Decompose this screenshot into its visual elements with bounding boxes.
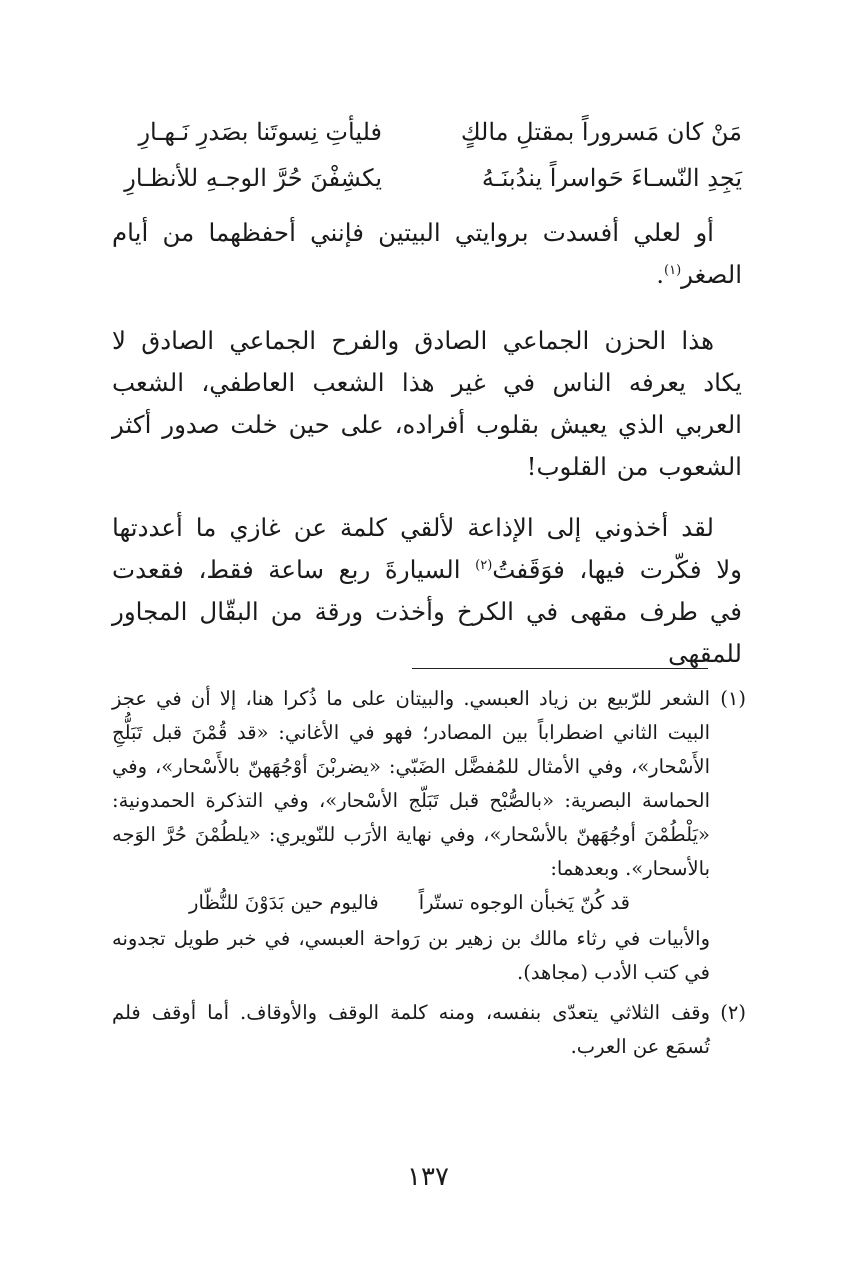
footnote-2-text: وقف الثلاثي يتعدّى بنفسه، ومنه كلمة الوقف والأوقاف. أما أوقف فلم تُسمَع عن العرب. (112, 1001, 710, 1058)
verse-second-hemistich: فليأتِ نِسوتَنا بصَدرِ نَـهـارِ (138, 118, 382, 146)
footnote-1 (112, 682, 746, 990)
verse-first-hemistich: مَنْ كان مَسروراً بمقتلِ مالكٍ (460, 118, 742, 146)
paragraph-2: هذا الحزن الجماعي الصادق والفرح الجماعي الصادق لا يكاد يعرفه الناس في غير هذا الشعب العاطفي، الشعب العربي الذي يعيش بقلوب أفراده، على حين خلت صدور أكثر الشعوب من القلوب! (112, 326, 742, 481)
poem-block (112, 112, 742, 204)
verse-second-hemistich: يكشِفْنَ حُرَّ الوجـهِ للأنظـارِ (124, 164, 382, 192)
paragraph-3 (112, 507, 742, 675)
verse-first-hemistich: يَجِدِ النّسـاءَ حَواسراً يندُبنَـهُ (481, 164, 742, 192)
footnotes (112, 682, 746, 1064)
footnote-verse-first-hemistich: قد كُنّ يَخبأن الوجوه تستّراً (418, 891, 630, 914)
verse-line (112, 158, 742, 204)
footnote-ref-1: (١) (664, 262, 682, 278)
paragraph-3-text-after: السيارةَ ربع ساعة فقط، فقعدت في طرف مقهى في الكرخ وأخذت ورقة من البقّال المجاور للمقهى (112, 555, 743, 668)
verse-line (112, 112, 742, 158)
footnote-1-verse (112, 886, 710, 922)
footnote-1-number: (١) (720, 687, 746, 710)
page-number: ١٣٧ (407, 1162, 449, 1192)
paragraph-1-end: . (656, 260, 664, 289)
footnote-2 (112, 996, 746, 1064)
footnote-verse-second-hemistich: فاليوم حين بَدَوْنَ للنُّظّار (189, 891, 379, 914)
footnote-1-text-after: والأبيات في رثاء مالك بن زهير بن رَواحة العبسي، في خبر طويل تجدونه في كتب الأدب (مجاهد). (112, 927, 710, 984)
paragraph-1-text: أو لعلي أفسدت بروايتي البيتين فإنني أحفظهما من أيام الصغر (112, 218, 742, 289)
footnote-2-number: (٢) (720, 1001, 746, 1024)
footnote-separator (412, 668, 708, 669)
footnote-1-text: الشعر للرّبيع بن زياد العبسي. والبيتان على ما ذُكرا هنا، إلا أن في عجز البيت الثاني اضطراباً بين المصادر؛ فهو في الأغاني: «قد قُمْنَ قبل تَبَلُّجِ الأَسْحار»، وفي الأمثال للمُفضَّل الضَبّي: «يضربْنَ أوْجُهَهنّ بالأَسْحار»، وفي الحماسة البصرية: «بالصُّبْح قبل تَبَلّج الأسْحار»، وفي التذكرة الحمدونية: «يَلْطُمْنَ أوجُهَهنّ بالأسْحار»، وفي نهاية الأرَب للنّويري: «يلطُمْنَ حُرَّ الوَجه بالأسحار». وبعدهما: (112, 687, 710, 880)
footnote-1-body (112, 682, 710, 990)
footnote-ref-2: (٢) (475, 557, 493, 573)
paragraph-3-text-before: لقد أخذوني إلى الإذاعة لألقي كلمة عن غازي ما أعددتها ولا فكّرت فيها، فوَقَفتُ (112, 513, 742, 584)
paragraph-1 (112, 212, 742, 296)
